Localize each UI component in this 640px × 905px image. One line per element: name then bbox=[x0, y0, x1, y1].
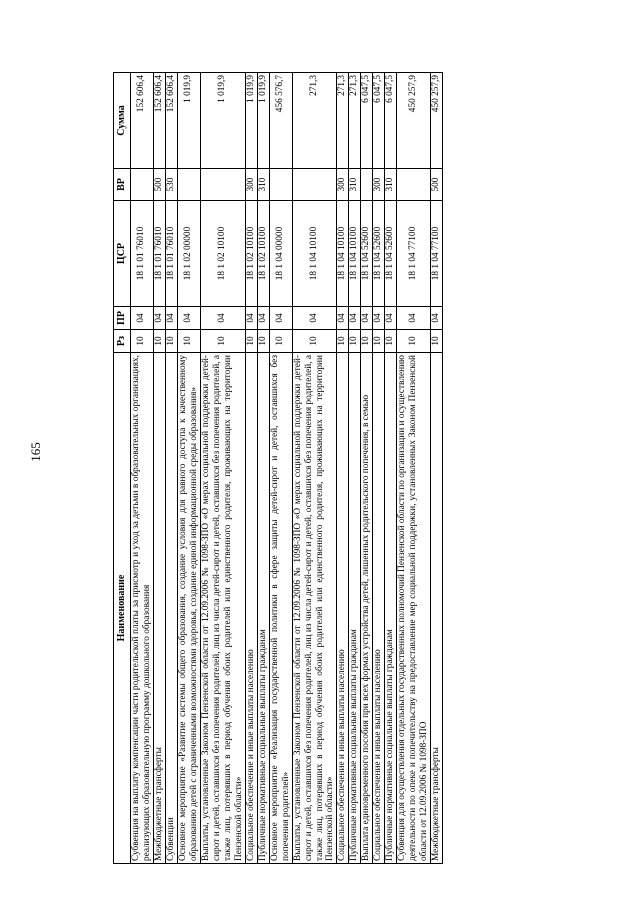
cell-rz: 10 bbox=[245, 330, 257, 353]
cell-rz: 10 bbox=[177, 330, 200, 353]
cell-name: Выплата единовременного пособия при всех формах устройства детей, лишенных родительского попечения, в семью bbox=[361, 353, 373, 864]
table-row bbox=[245, 73, 257, 864]
cell-pr: 04 bbox=[431, 307, 443, 330]
cell-vr bbox=[269, 169, 292, 201]
cell-name: Выплаты, установленные Законом Пензенской области от 12.09.2006 № 1098-ЗПО «О мерах социальной поддержки детей-сирот и детей, оставшихся без попечения родителей, лиц из числа детей-сирот и детей, оставшихся без попечения родителей, а также лиц, потерявших в период обучения обоих родителей или единственного родителя, проживающих на территории Пензенской области» bbox=[292, 353, 337, 864]
cell-vr bbox=[361, 169, 373, 201]
table-row bbox=[165, 73, 177, 864]
cell-rz: 10 bbox=[397, 330, 431, 353]
cell-name: Социальное обеспечение и иные выплаты населению bbox=[337, 353, 349, 864]
cell-vr bbox=[177, 169, 200, 201]
cell-vr: 300 bbox=[373, 169, 385, 201]
cell-csr: 18 1 04 00000 bbox=[269, 201, 292, 307]
cell-name: Субвенция на выплату компенсации части родительской платы за присмотр и уход за детьми в образовательных организациях, реализующих образовательную программу дошкольного образования bbox=[131, 353, 154, 864]
cell-sum: 152 606,4 bbox=[165, 73, 177, 169]
header-pr: ПР bbox=[114, 307, 131, 330]
cell-pr: 04 bbox=[200, 307, 245, 330]
cell-name: Социальное обеспечение и иные выплаты населению bbox=[245, 353, 257, 864]
cell-sum: 271,3 bbox=[292, 73, 337, 169]
table-row bbox=[397, 73, 431, 864]
cell-sum: 152 606,4 bbox=[131, 73, 154, 169]
table-row bbox=[153, 73, 165, 864]
cell-vr bbox=[131, 169, 154, 201]
cell-pr: 04 bbox=[153, 307, 165, 330]
cell-rz: 10 bbox=[131, 330, 154, 353]
cell-pr: 04 bbox=[361, 307, 373, 330]
cell-rz: 10 bbox=[373, 330, 385, 353]
cell-rz: 10 bbox=[337, 330, 349, 353]
cell-csr: 18 1 02 10100 bbox=[200, 201, 245, 307]
cell-pr: 04 bbox=[385, 307, 397, 330]
cell-pr: 04 bbox=[337, 307, 349, 330]
cell-csr: 18 1 01 76010 bbox=[131, 201, 154, 307]
table-row bbox=[337, 73, 349, 864]
cell-pr: 04 bbox=[397, 307, 431, 330]
cell-sum: 1 019,9 bbox=[200, 73, 245, 169]
header-name: Наименование bbox=[114, 353, 131, 864]
table-row bbox=[361, 73, 373, 864]
header-sum: Сумма bbox=[114, 73, 131, 169]
table-row bbox=[349, 73, 361, 864]
cell-sum: 1 019,9 bbox=[177, 73, 200, 169]
cell-rz: 10 bbox=[257, 330, 269, 353]
cell-rz: 10 bbox=[165, 330, 177, 353]
cell-pr: 04 bbox=[373, 307, 385, 330]
cell-pr: 04 bbox=[165, 307, 177, 330]
table-header-row bbox=[114, 73, 131, 864]
cell-sum: 450 257,9 bbox=[397, 73, 431, 169]
rotated-table-container bbox=[113, 73, 583, 864]
table-row bbox=[200, 73, 245, 864]
cell-pr: 04 bbox=[349, 307, 361, 330]
cell-rz: 10 bbox=[361, 330, 373, 353]
header-rz: Рз bbox=[114, 330, 131, 353]
cell-csr: 18 1 04 10100 bbox=[349, 201, 361, 307]
cell-sum: 456 576,7 bbox=[269, 73, 292, 169]
cell-rz: 10 bbox=[292, 330, 337, 353]
cell-csr: 18 1 04 10100 bbox=[337, 201, 349, 307]
table-row bbox=[385, 73, 397, 864]
cell-vr: 500 bbox=[153, 169, 165, 201]
cell-name: Межбюджетные трансферты bbox=[431, 353, 443, 864]
cell-csr: 18 1 04 77100 bbox=[397, 201, 431, 307]
cell-vr: 300 bbox=[337, 169, 349, 201]
cell-name: Субвенции bbox=[165, 353, 177, 864]
cell-pr: 04 bbox=[269, 307, 292, 330]
cell-name: Основное мероприятие «Реализация государственной политики в сфере защиты детей-сирот и детей, оставшихся без попечения родителей» bbox=[269, 353, 292, 864]
cell-name: Социальное обеспечение и иные выплаты населению bbox=[373, 353, 385, 864]
table-row bbox=[131, 73, 154, 864]
cell-sum: 1 019,9 bbox=[257, 73, 269, 169]
cell-csr: 18 1 01 76010 bbox=[165, 201, 177, 307]
table-row bbox=[431, 73, 443, 864]
cell-vr bbox=[292, 169, 337, 201]
cell-pr: 04 bbox=[245, 307, 257, 330]
cell-name: Основное мероприятие «Развитие системы общего образования, создание условия для равного доступа к качественному образованию детей с ограниченными возможностями здоровья, создание единой информационной среды образования» bbox=[177, 353, 200, 864]
cell-csr: 18 1 02 00000 bbox=[177, 201, 200, 307]
cell-csr: 18 1 04 52600 bbox=[373, 201, 385, 307]
cell-pr: 04 bbox=[257, 307, 269, 330]
cell-sum: 450 257,9 bbox=[431, 73, 443, 169]
cell-csr: 18 1 02 10100 bbox=[245, 201, 257, 307]
cell-csr: 18 1 04 77100 bbox=[431, 201, 443, 307]
cell-rz: 10 bbox=[349, 330, 361, 353]
cell-sum: 6 047,5 bbox=[361, 73, 373, 169]
cell-name: Выплаты, установленные Законом Пензенской области от 12.09.2006 № 1098-ЗПО «О мерах социальной поддержки детей-сирот и детей, оставшихся без попечения родителей, лиц из числа детей-сирот и детей, оставшихся без попечения родителей, а также лиц, потерявших в период обучения обоих родителей или единственного родителя, проживающих на территории Пензенской области» bbox=[200, 353, 245, 864]
cell-name: Публичные нормативные социальные выплаты гражданам bbox=[257, 353, 269, 864]
table-row bbox=[373, 73, 385, 864]
cell-pr: 04 bbox=[292, 307, 337, 330]
cell-sum: 271,3 bbox=[349, 73, 361, 169]
cell-vr: 300 bbox=[245, 169, 257, 201]
cell-pr: 04 bbox=[131, 307, 154, 330]
cell-name: Межбюджетные трансферты bbox=[153, 353, 165, 864]
budget-table bbox=[113, 72, 443, 864]
cell-vr: 530 bbox=[165, 169, 177, 201]
cell-rz: 10 bbox=[153, 330, 165, 353]
cell-rz: 10 bbox=[385, 330, 397, 353]
cell-csr: 18 1 04 52600 bbox=[361, 201, 373, 307]
cell-rz: 10 bbox=[200, 330, 245, 353]
table-row bbox=[257, 73, 269, 864]
cell-csr: 18 1 01 76010 bbox=[153, 201, 165, 307]
table-row bbox=[269, 73, 292, 864]
cell-name: Субвенция для осуществления отдельных государственных полномочий Пензенской области по организации и осуществлению деятельности по опеке и попечительству на предоставление мер социальной поддержки, установленных Законом Пензенской области от 12.09.2006 № 1098-ЗПО bbox=[397, 353, 431, 864]
cell-vr: 310 bbox=[385, 169, 397, 201]
cell-rz: 10 bbox=[431, 330, 443, 353]
header-csr: ЦСР bbox=[114, 201, 131, 307]
cell-csr: 18 1 04 10100 bbox=[292, 201, 337, 307]
cell-sum: 6 047,5 bbox=[373, 73, 385, 169]
cell-csr: 18 1 02 10100 bbox=[257, 201, 269, 307]
header-vr: ВР bbox=[114, 169, 131, 201]
page-number: 165 bbox=[28, 442, 43, 462]
cell-vr: 310 bbox=[349, 169, 361, 201]
table-row bbox=[177, 73, 200, 864]
cell-sum: 271,3 bbox=[337, 73, 349, 169]
cell-vr: 500 bbox=[431, 169, 443, 201]
cell-name: Публичные нормативные социальные выплаты гражданам bbox=[385, 353, 397, 864]
table-row bbox=[292, 73, 337, 864]
cell-sum: 152 606,4 bbox=[153, 73, 165, 169]
cell-sum: 1 019,9 bbox=[245, 73, 257, 169]
cell-rz: 10 bbox=[269, 330, 292, 353]
cell-csr: 18 1 04 52600 bbox=[385, 201, 397, 307]
cell-vr: 310 bbox=[257, 169, 269, 201]
cell-sum: 6 047,5 bbox=[385, 73, 397, 169]
cell-name: Публичные нормативные социальные выплаты гражданам bbox=[349, 353, 361, 864]
cell-vr bbox=[200, 169, 245, 201]
cell-vr bbox=[397, 169, 431, 201]
cell-pr: 04 bbox=[177, 307, 200, 330]
